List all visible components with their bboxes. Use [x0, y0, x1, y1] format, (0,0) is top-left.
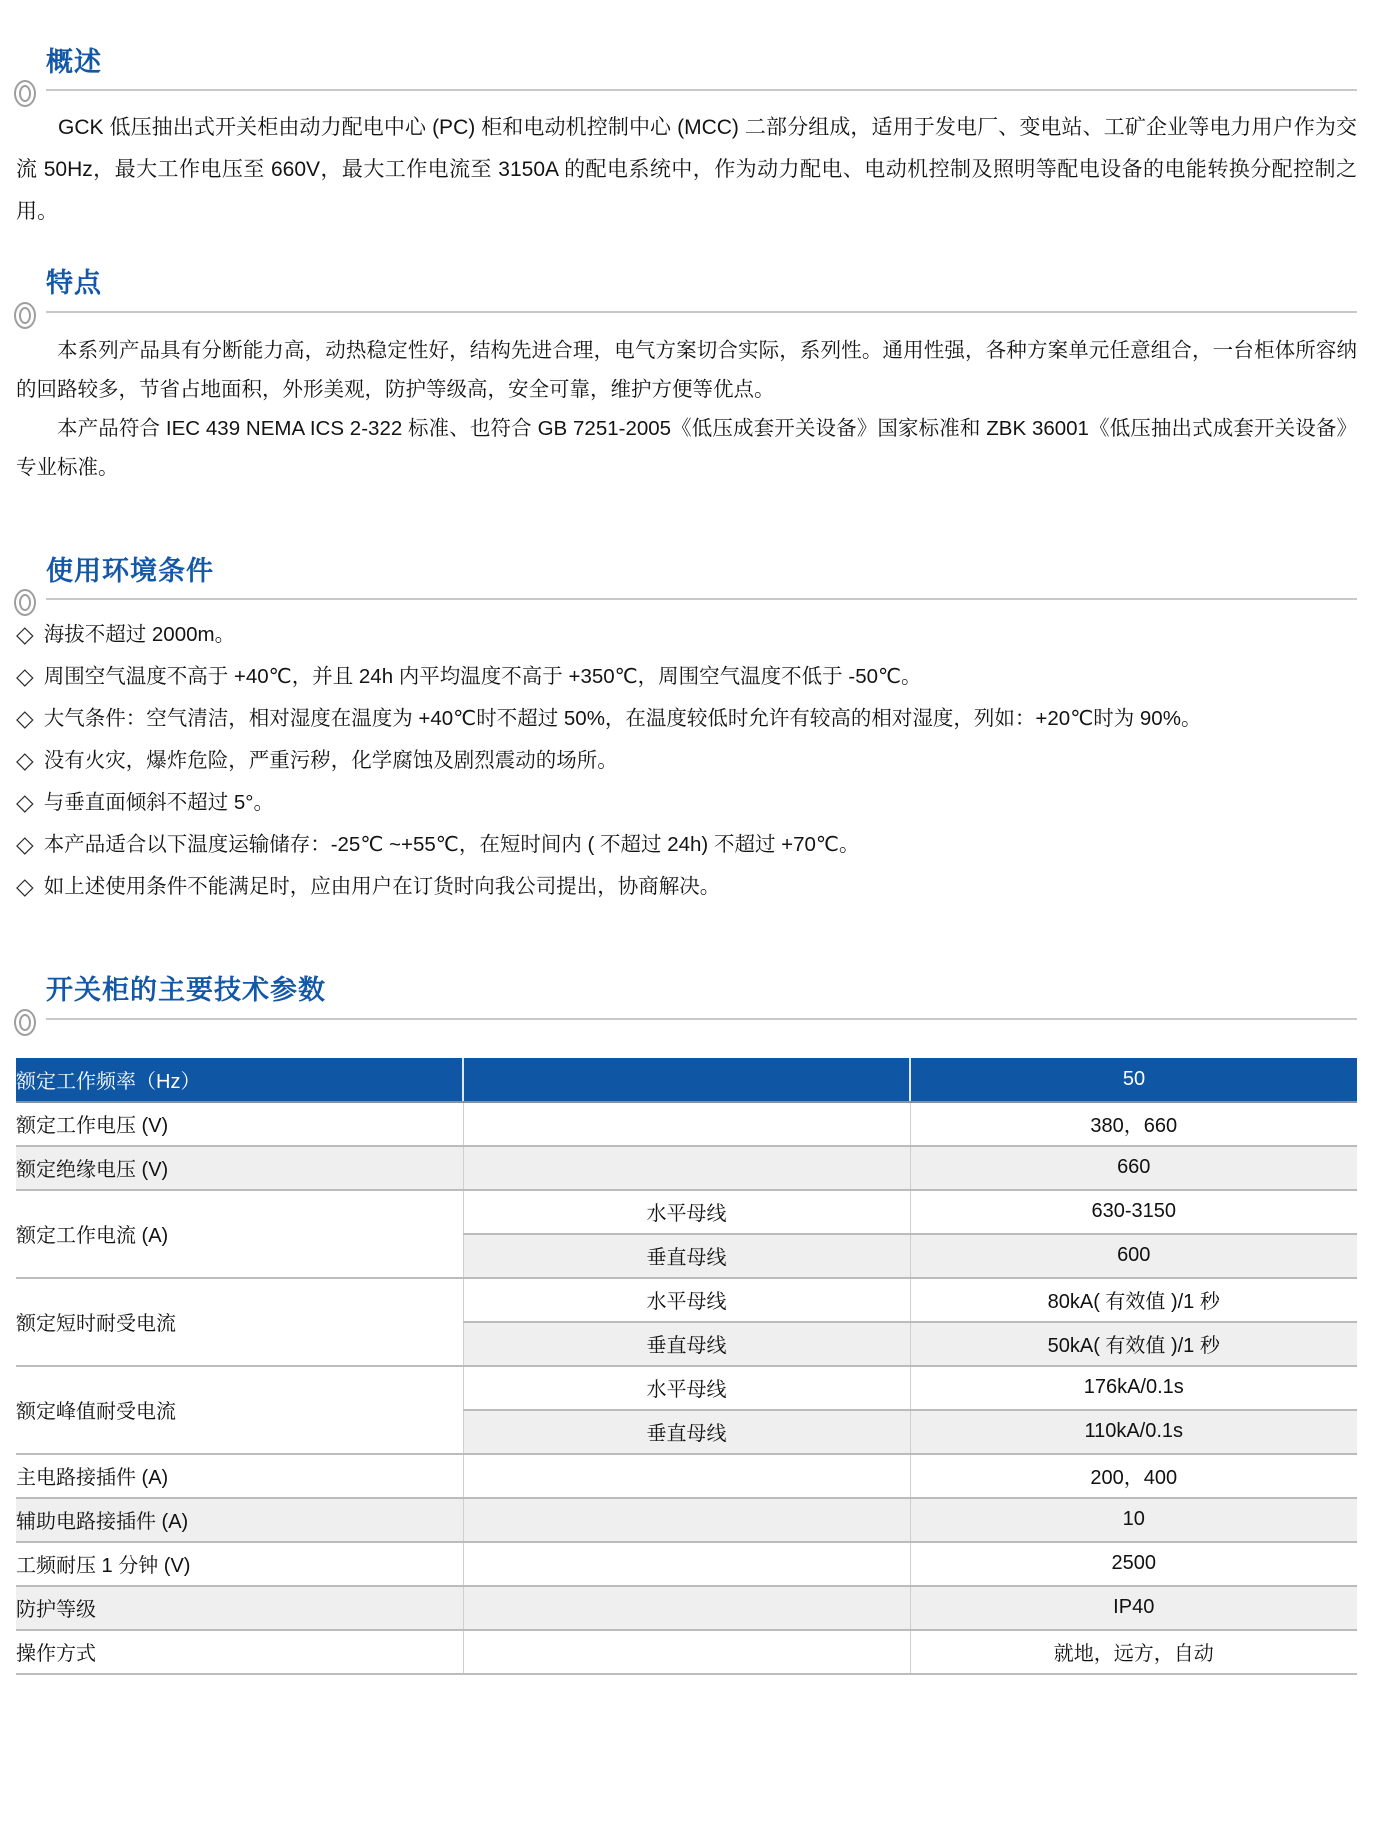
param-cell: 额定短时耐受电流: [16, 1278, 463, 1366]
environment-item-text: 周围空气温度不高于 +40℃，并且 24h 内平均温度不高于 +350℃，周围空气温度不低于 -50℃。: [43, 665, 922, 689]
value-cell: 200，400: [910, 1454, 1357, 1498]
environment-item-text: 没有火灾，爆炸危险，严重污秽，化学腐蚀及剧烈震动的场所。: [43, 749, 618, 773]
section-header-overview: [16, 46, 1357, 91]
section-divider: [46, 598, 1357, 600]
sub-cell: 水平母线: [463, 1278, 910, 1322]
param-cell: 额定绝缘电压 (V): [16, 1146, 463, 1190]
value-cell: IP40: [910, 1586, 1357, 1630]
param-cell: 操作方式: [16, 1630, 463, 1674]
param-cell: 主电路接插件 (A): [16, 1454, 463, 1498]
param-cell: 防护等级: [16, 1586, 463, 1630]
value-cell: 10: [910, 1498, 1357, 1542]
param-cell: 额定峰值耐受电流: [16, 1366, 463, 1454]
section-ring-icon: [14, 302, 36, 329]
section-divider: [46, 89, 1357, 91]
environment-item-text: 大气条件：空气清洁，相对湿度在温度为 +40℃时不超过 50%，在温度较低时允许有较高的相对湿度，列如：+20℃时为 90%。: [43, 707, 1202, 731]
environment-item: [16, 655, 1357, 697]
section-ring-inner-icon: [19, 307, 31, 324]
section-header-features: [16, 267, 1357, 312]
environment-item: [16, 865, 1357, 907]
param-cell: 额定工作电流 (A): [16, 1190, 463, 1278]
sub-cell: 垂直母线: [463, 1234, 910, 1278]
environment-item: [16, 613, 1357, 655]
diamond-bullet-icon: ◇: [16, 789, 34, 816]
features-paragraph-1: 本系列产品具有分断能力高，动热稳定性好，结构先进合理，电气方案切合实际，系列性。通用性强，各种方案单元任意组合，一台柜体所容纳的回路较多，节省占地面积，外形美观，防护等级高，安全可靠，维护方便等优点。: [16, 338, 1357, 401]
environment-item-text: 本产品适合以下温度运输储存：-25℃ ~+55℃，在短时间内 ( 不超过 24h) 不超过 +70℃。: [43, 833, 860, 857]
param-cell: 工频耐压 1 分钟 (V): [16, 1542, 463, 1586]
value-cell: 630-3150: [910, 1190, 1357, 1234]
value-cell: 80kA( 有效值 )/1 秒: [910, 1278, 1357, 1322]
diamond-bullet-icon: ◇: [16, 663, 34, 690]
environment-item-text: 海拔不超过 2000m。: [43, 623, 236, 647]
param-cell: 辅助电路接插件 (A): [16, 1498, 463, 1542]
value-cell: 600: [910, 1234, 1357, 1278]
sub-cell: 垂直母线: [463, 1410, 910, 1454]
diamond-bullet-icon: ◇: [16, 873, 34, 900]
table-row: [16, 1146, 1357, 1190]
section-ring-icon: [14, 80, 36, 107]
diamond-bullet-icon: ◇: [16, 747, 34, 774]
sub-cell: 垂直母线: [463, 1322, 910, 1366]
value-cell: 380，660: [910, 1102, 1357, 1146]
sub-cell: [463, 1146, 910, 1190]
diamond-bullet-icon: ◇: [16, 621, 34, 648]
section-title-overview: 概述: [46, 47, 102, 77]
features-paragraph-2: 本产品符合 IEC 439 NEMA ICS 2-322 标准、也符合 GB 7251-2005《低压成套开关设备》国家标准和 ZBK 36001《低压抽出式成套开关设备》专业标准。: [16, 416, 1357, 479]
sub-cell: [463, 1630, 910, 1674]
value-cell: 就地，远方，自动: [910, 1630, 1357, 1674]
table-header-sub: [463, 1058, 910, 1102]
sub-cell: [463, 1542, 910, 1586]
environment-item-text: 与垂直面倾斜不超过 5°。: [43, 791, 274, 815]
table-row: [16, 1542, 1357, 1586]
section-divider: [46, 1018, 1357, 1020]
environment-item-text: 如上述使用条件不能满足时，应由用户在订货时向我公司提出，协商解决。: [43, 875, 721, 899]
environment-item: [16, 739, 1357, 781]
value-cell: 110kA/0.1s: [910, 1410, 1357, 1454]
value-cell: 50kA( 有效值 )/1 秒: [910, 1322, 1357, 1366]
sub-cell: 水平母线: [463, 1190, 910, 1234]
sub-cell: 水平母线: [463, 1366, 910, 1410]
section-header-environment: [16, 555, 1357, 600]
table-row: [16, 1586, 1357, 1630]
sub-cell: [463, 1102, 910, 1146]
section-ring-inner-icon: [19, 85, 31, 102]
overview-paragraph: GCK 低压抽出式开关柜由动力配电中心 (PC) 柜和电动机控制中心 (MCC) 二部分组成，适用于发电厂、变电站、工矿企业等电力用户作为交流 50Hz，最大工作电压至 660V，最大工作电流至 3150A 的配电系统中，作为动力配电、电动机控制及照明等配电设备的电能转换分配控制之用。: [16, 116, 1357, 224]
value-cell: 2500: [910, 1542, 1357, 1586]
table-row: [16, 1454, 1357, 1498]
section-header-parameters: [16, 974, 1357, 1019]
table-row: [16, 1190, 1357, 1234]
environment-item: [16, 781, 1357, 823]
table-header-row: [16, 1058, 1357, 1102]
table-row: [16, 1630, 1357, 1674]
section-ring-inner-icon: [19, 594, 31, 611]
param-cell: 额定工作电压 (V): [16, 1102, 463, 1146]
tech-params-table: [16, 1058, 1357, 1675]
environment-list: [16, 613, 1357, 907]
section-title-parameters: 开关柜的主要技术参数: [46, 975, 326, 1006]
section-ring-icon: [14, 1009, 36, 1036]
environment-item: [16, 823, 1357, 865]
diamond-bullet-icon: ◇: [16, 705, 34, 732]
section-divider: [46, 311, 1357, 313]
table-header-param: 额定工作频率（Hz）: [16, 1058, 463, 1102]
value-cell: 176kA/0.1s: [910, 1366, 1357, 1410]
diamond-bullet-icon: ◇: [16, 831, 34, 858]
table-row: [16, 1278, 1357, 1322]
section-ring-icon: [14, 589, 36, 616]
sub-cell: [463, 1498, 910, 1542]
section-ring-inner-icon: [19, 1014, 31, 1031]
section-title-environment: 使用环境条件: [46, 555, 214, 586]
table-row: [16, 1102, 1357, 1146]
sub-cell: [463, 1454, 910, 1498]
environment-item: [16, 697, 1357, 739]
table-row: [16, 1498, 1357, 1542]
table-header-value: 50: [910, 1058, 1357, 1102]
table-row: [16, 1366, 1357, 1410]
value-cell: 660: [910, 1146, 1357, 1190]
sub-cell: [463, 1586, 910, 1630]
features-paragraphs: [16, 331, 1357, 487]
section-title-features: 特点: [46, 268, 102, 299]
